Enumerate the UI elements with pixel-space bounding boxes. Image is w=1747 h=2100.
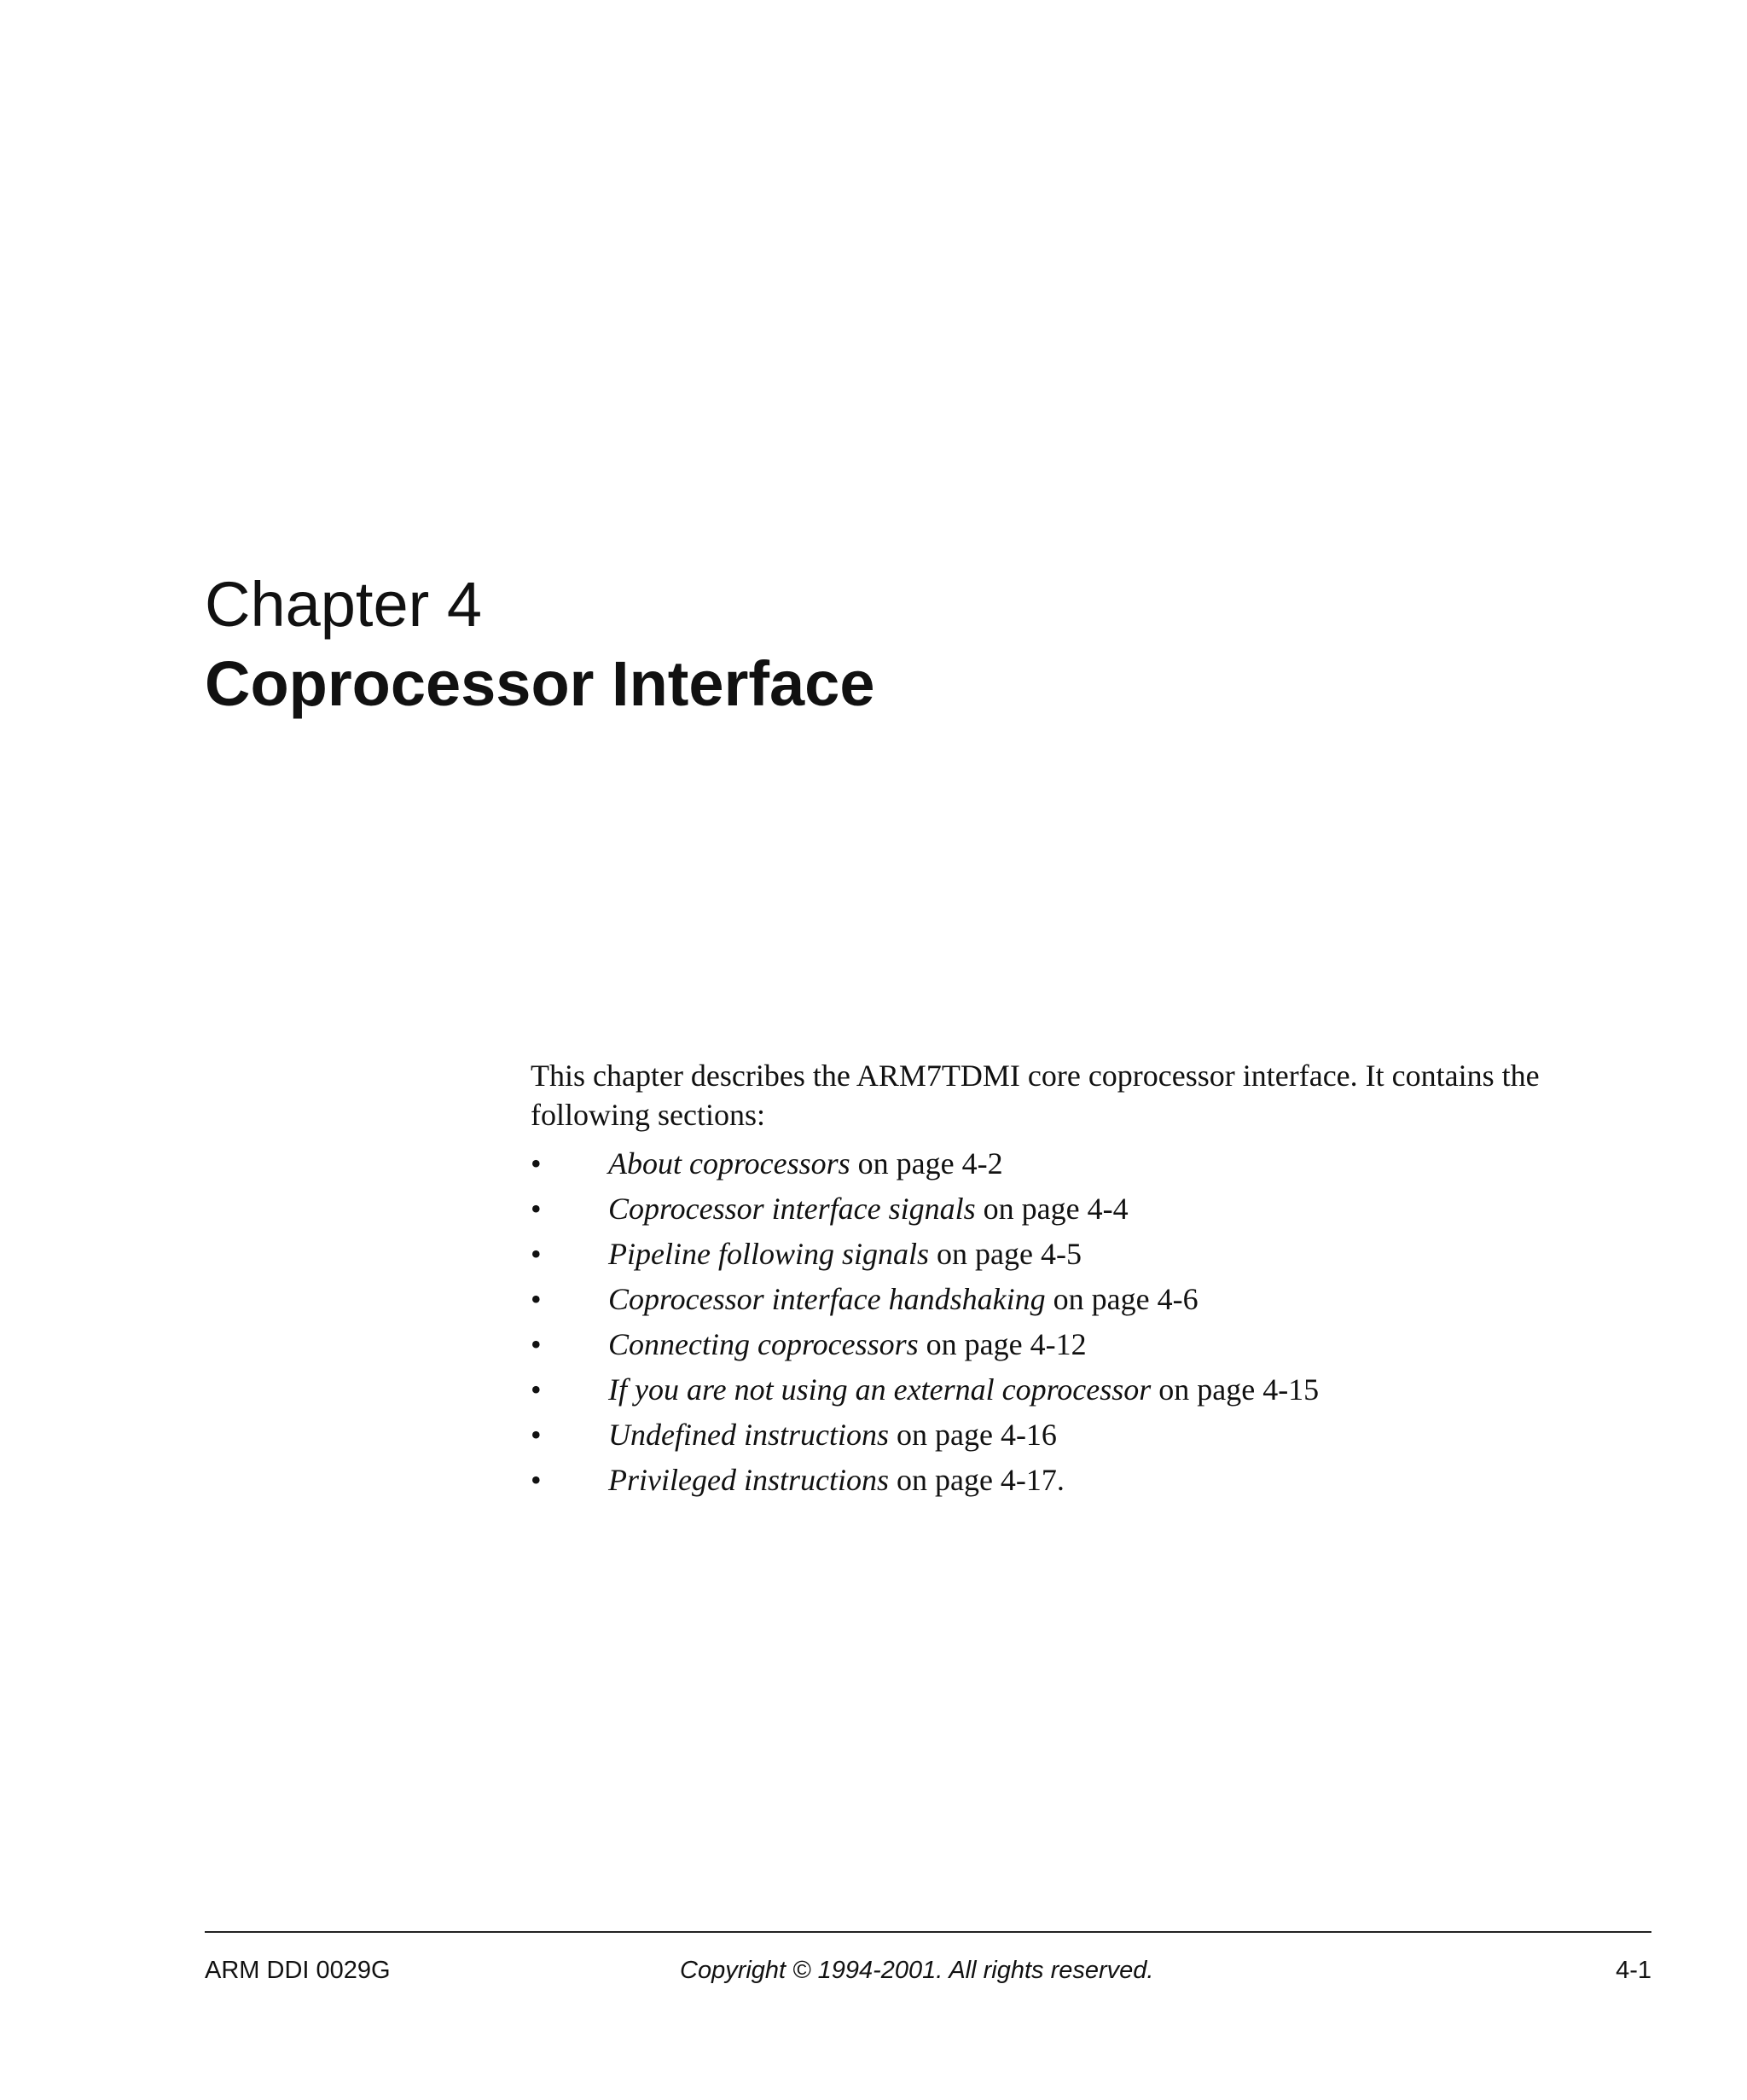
section-entry [608, 1367, 1319, 1413]
section-page-ref: on page 4-15 [1151, 1372, 1320, 1407]
section-link-interface-signals[interactable]: Coprocessor interface signals [608, 1192, 976, 1226]
section-entry [608, 1141, 1003, 1186]
chapter-intro-block [531, 1056, 1631, 1503]
intro-line-2: following sections: [531, 1098, 765, 1132]
bullet-icon: • [531, 1418, 542, 1452]
bullet-icon: • [531, 1327, 542, 1361]
section-item-interface-signals [531, 1186, 1631, 1232]
section-entry [608, 1458, 1065, 1503]
section-page-ref: on page 4-12 [918, 1327, 1087, 1361]
section-entry [608, 1232, 1082, 1277]
section-list [531, 1141, 1631, 1503]
page-number: 4-1 [1616, 1957, 1651, 1984]
section-page-ref: on page 4-2 [850, 1146, 1003, 1181]
copyright-notice: Copyright © 1994-2001. All rights reserved. [680, 1957, 1154, 1984]
section-item-connecting [531, 1322, 1631, 1367]
document-id: ARM DDI 0029G [205, 1957, 391, 1984]
bullet-icon: • [531, 1463, 542, 1497]
section-link-handshaking[interactable]: Coprocessor interface handshaking [608, 1282, 1046, 1316]
section-entry [608, 1322, 1087, 1367]
intro-paragraph [531, 1056, 1631, 1134]
section-link-connecting[interactable]: Connecting coprocessors [608, 1327, 919, 1361]
chapter-title: Coprocessor Interface [205, 648, 875, 719]
section-page-ref: on page 4-17. [888, 1463, 1065, 1497]
section-link-pipeline-following[interactable]: Pipeline following signals [608, 1237, 929, 1271]
section-page-ref: on page 4-4 [975, 1192, 1129, 1226]
section-page-ref: on page 4-6 [1045, 1282, 1199, 1316]
section-item-about-coprocessors [531, 1141, 1631, 1186]
bullet-icon: • [531, 1372, 542, 1407]
bullet-icon: • [531, 1282, 542, 1316]
section-item-handshaking [531, 1277, 1631, 1322]
section-page-ref: on page 4-16 [888, 1418, 1057, 1452]
footer-divider [205, 1931, 1651, 1933]
section-link-undefined-instructions[interactable]: Undefined instructions [608, 1418, 889, 1452]
section-entry [608, 1186, 1129, 1232]
bullet-icon: • [531, 1237, 542, 1271]
section-item-privileged-instructions [531, 1458, 1631, 1503]
section-page-ref: on page 4-5 [929, 1237, 1082, 1271]
bullet-icon: • [531, 1146, 542, 1181]
section-entry [608, 1413, 1057, 1458]
intro-line-1: This chapter describes the ARM7TDMI core coprocessor interface. It contains the [531, 1059, 1540, 1093]
section-entry [608, 1277, 1199, 1322]
section-item-undefined-instructions [531, 1413, 1631, 1458]
chapter-number: Chapter 4 [205, 569, 482, 640]
section-link-no-external-coprocessor[interactable]: If you are not using an external coprocessor [608, 1372, 1152, 1407]
section-item-pipeline-following [531, 1232, 1631, 1277]
section-link-about-coprocessors[interactable]: About coprocessors [608, 1146, 850, 1181]
section-link-privileged-instructions[interactable]: Privileged instructions [608, 1463, 889, 1497]
bullet-icon: • [531, 1192, 542, 1226]
section-item-no-external-coprocessor [531, 1367, 1631, 1413]
